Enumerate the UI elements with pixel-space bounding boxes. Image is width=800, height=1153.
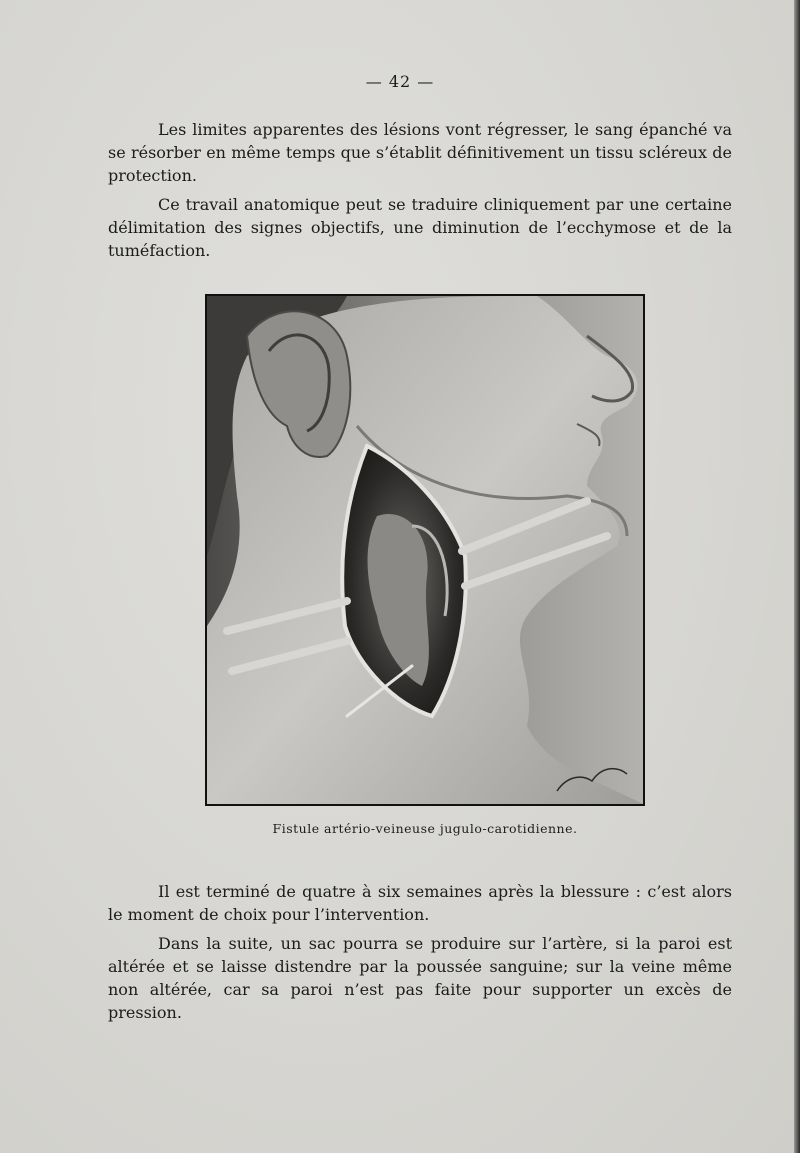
page-number: — 42 —	[365, 72, 435, 91]
paragraph: Les limites apparentes des lésions vont régresser, le sang épanché va se résorber en même temps que s’établit définitivement un tissu scléreux de protection.	[108, 120, 732, 185]
illustration-drawing	[207, 296, 643, 804]
paragraph: Il est terminé de quatre à six semaines après la blessure : c’est alors le moment de choix pour l’intervention.	[108, 882, 732, 924]
page-edge-shadow	[794, 0, 800, 1153]
paragraph: Ce travail anatomique peut se traduire cliniquement par une certaine délimitation des signes objectifs, une diminution de l’ecchymose et de la tuméfaction.	[108, 195, 732, 260]
figure-caption: Fistule artério-veineuse jugulo-carotidienne.	[272, 821, 578, 836]
surgical-illustration	[205, 294, 645, 806]
text-block-bottom	[108, 880, 732, 1030]
text-block-top	[108, 118, 732, 268]
paragraph: Dans la suite, un sac pourra se produire sur l’artère, si la paroi est altérée et se laisse distendre par la poussée sanguine; sur la veine même non altérée, car sa paroi n’est pas faite pour supporter un excès de pression.	[108, 934, 732, 1022]
